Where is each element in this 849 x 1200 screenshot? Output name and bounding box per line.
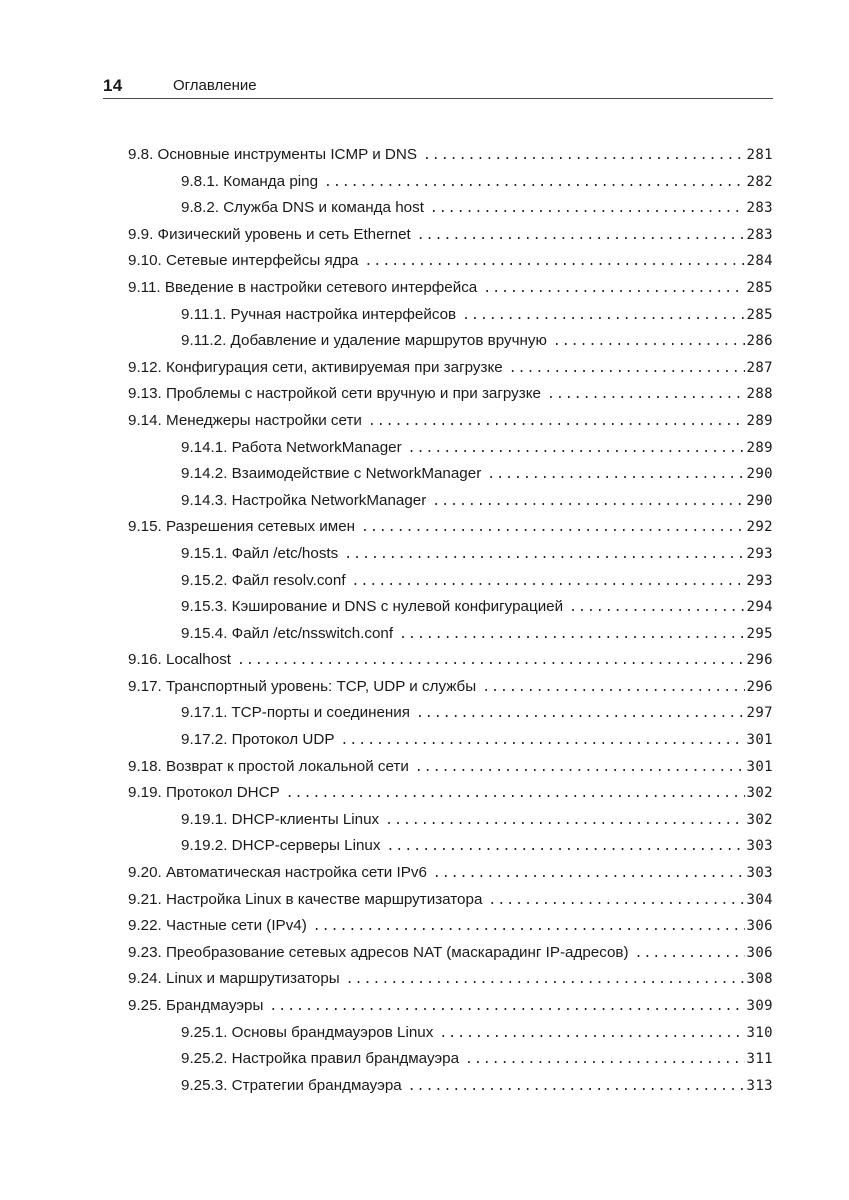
toc-entry-page: 294 xyxy=(746,599,773,616)
toc-entry xyxy=(128,940,773,967)
toc-entry xyxy=(128,514,773,541)
toc-dot-leader xyxy=(477,276,744,302)
toc-entry-title: 9.17.1. TCP-порты и соединения xyxy=(181,704,410,722)
toc-dot-leader xyxy=(334,728,744,754)
toc-entry-page: 297 xyxy=(746,705,773,722)
toc-entry-page: 303 xyxy=(746,865,773,882)
toc-dot-leader xyxy=(503,356,745,382)
toc-entry xyxy=(128,195,773,222)
table-of-contents xyxy=(128,142,773,1099)
toc-entry xyxy=(128,461,773,488)
toc-entry-page: 287 xyxy=(746,359,773,376)
toc-entry-page: 284 xyxy=(746,253,773,270)
toc-entry-title: 9.15.4. Файл /etc/nsswitch.conf xyxy=(181,624,394,642)
toc-entry-title: 9.8.1. Команда ping xyxy=(181,172,319,190)
toc-entry xyxy=(128,275,773,302)
toc-dot-leader xyxy=(263,994,744,1020)
page-number: 14 xyxy=(103,76,123,95)
toc-entry-page: 296 xyxy=(746,652,773,669)
toc-dot-leader xyxy=(433,1021,744,1047)
running-title: Оглавление xyxy=(173,77,257,94)
toc-entry-title: 9.15.3. Кэширование и DNS с нулевой конфигурацией xyxy=(181,598,564,616)
toc-entry xyxy=(128,621,773,648)
toc-entry xyxy=(128,594,773,621)
toc-entry-title: 9.14. Менеджеры настройки сети xyxy=(128,411,362,429)
toc-entry-page: 283 xyxy=(746,200,773,217)
toc-entry-page: 309 xyxy=(746,998,773,1014)
toc-entry xyxy=(128,248,773,275)
toc-dot-leader xyxy=(476,675,744,701)
toc-entry-title: 9.19. Протокол DHCP xyxy=(128,784,280,802)
toc-entry xyxy=(128,780,773,807)
toc-entry-title: 9.25.2. Настройка правил брандмауэра xyxy=(181,1050,460,1068)
toc-entry-page: 283 xyxy=(746,226,773,243)
toc-entry-title: 9.25. Брандмауэры xyxy=(128,997,264,1014)
toc-entry-title: 9.24. Linux и маршрутизаторы xyxy=(128,970,340,988)
toc-entry-title: 9.14.1. Работа NetworkManager xyxy=(181,438,402,456)
toc-entry-title: 9.11.1. Ручная настройка интерфейсов xyxy=(181,305,457,323)
toc-entry-page: 301 xyxy=(746,732,773,749)
toc-entry-title: 9.8. Основные инструменты ICMP и DNS xyxy=(128,146,417,163)
toc-entry-page: 303 xyxy=(746,838,773,855)
toc-entry-page: 282 xyxy=(746,173,773,190)
toc-entry-page: 293 xyxy=(746,572,773,589)
toc-entry-title: 9.23. Преобразование сетевых адресов NAT (маскарадинг IP-адресов) xyxy=(128,943,629,961)
toc-entry xyxy=(128,993,773,1020)
toc-entry xyxy=(128,222,773,249)
toc-entry-title: 9.19.1. DHCP-клиенты Linux xyxy=(181,810,380,828)
toc-dot-leader xyxy=(231,648,744,674)
toc-entry-page: 293 xyxy=(746,545,773,562)
toc-dot-leader xyxy=(424,196,745,222)
toc-dot-leader xyxy=(346,569,745,595)
toc-entry-title: 9.8.2. Служба DNS и команда host xyxy=(181,199,424,217)
toc-entry-page: 285 xyxy=(746,279,773,296)
toc-dot-leader xyxy=(426,489,744,515)
toc-dot-leader xyxy=(411,223,745,249)
toc-entry xyxy=(128,807,773,834)
toc-entry xyxy=(128,860,773,887)
toc-entry-page: 290 xyxy=(746,466,773,483)
toc-entry xyxy=(128,754,773,781)
toc-entry xyxy=(128,568,773,595)
toc-entry-title: 9.18. Возврат к простой локальной сети xyxy=(128,757,409,775)
toc-entry xyxy=(128,966,773,993)
toc-entry xyxy=(128,355,773,382)
toc-entry-page: 295 xyxy=(746,625,773,642)
toc-entry-title: 9.17.2. Протокол UDP xyxy=(181,731,335,749)
toc-entry-title: 9.11.2. Добавление и удаление маршрутов вручную xyxy=(181,332,547,350)
toc-dot-leader xyxy=(547,329,745,355)
toc-entry-page: 289 xyxy=(746,412,773,429)
toc-dot-leader xyxy=(409,755,745,781)
toc-entry xyxy=(128,408,773,435)
toc-entry-title: 9.15.2. Файл resolv.conf xyxy=(181,571,346,589)
toc-entry-page: 292 xyxy=(746,519,773,536)
toc-dot-leader xyxy=(358,249,744,275)
toc-dot-leader xyxy=(402,436,745,462)
toc-dot-leader xyxy=(563,595,744,621)
toc-entry xyxy=(128,381,773,408)
toc-entry-page: 288 xyxy=(746,386,773,403)
toc-entry-title: 9.9. Физический уровень и сеть Ethernet xyxy=(128,225,411,243)
toc-dot-leader xyxy=(393,622,744,648)
toc-dot-leader xyxy=(456,303,744,329)
toc-dot-leader xyxy=(417,143,745,169)
toc-dot-leader xyxy=(307,914,745,940)
toc-entry xyxy=(128,887,773,914)
toc-dot-leader xyxy=(459,1047,744,1073)
toc-entry-page: 285 xyxy=(746,306,773,323)
toc-entry-page: 302 xyxy=(746,785,773,802)
toc-entry-page: 289 xyxy=(746,439,773,456)
toc-entry-title: 9.25.3. Стратегии брандмауэра xyxy=(181,1076,402,1094)
toc-entry-title: 9.25.1. Основы брандмауэров Linux xyxy=(181,1023,434,1041)
toc-entry-page: 306 xyxy=(746,944,773,961)
toc-dot-leader xyxy=(402,1074,745,1100)
toc-entry xyxy=(128,674,773,701)
toc-entry xyxy=(128,435,773,462)
page-header xyxy=(103,72,773,99)
toc-entry-page: 311 xyxy=(746,1051,773,1068)
toc-dot-leader xyxy=(379,808,744,834)
toc-entry-page: 308 xyxy=(746,971,773,988)
toc-entry xyxy=(128,328,773,355)
toc-entry-title: 9.21. Настройка Linux в качестве маршрутизатора xyxy=(128,890,483,908)
toc-entry-page: 296 xyxy=(746,678,773,695)
toc-dot-leader xyxy=(410,701,745,727)
toc-entry-title: 9.14.2. Взаимодействие с NetworkManager xyxy=(181,465,482,483)
toc-entry xyxy=(128,169,773,196)
toc-entry-title: 9.12. Конфигурация сети, активируемая при загрузке xyxy=(128,358,503,376)
toc-entry-page: 301 xyxy=(746,758,773,775)
toc-entry-title: 9.13. Проблемы с настройкой сети вручную и при загрузке xyxy=(128,385,542,403)
toc-entry-page: 302 xyxy=(746,811,773,828)
toc-entry xyxy=(128,647,773,674)
toc-entry xyxy=(128,1020,773,1047)
toc-entry-page: 304 xyxy=(746,891,773,908)
toc-dot-leader xyxy=(355,515,744,541)
toc-entry xyxy=(128,833,773,860)
toc-entry xyxy=(128,302,773,329)
toc-entry-title: 9.19.2. DHCP-серверы Linux xyxy=(181,837,381,855)
toc-dot-leader xyxy=(340,967,745,993)
toc-entry-page: 286 xyxy=(746,333,773,350)
toc-dot-leader xyxy=(380,834,744,860)
toc-dot-leader xyxy=(318,170,744,196)
toc-entry xyxy=(128,913,773,940)
toc-entry xyxy=(128,488,773,515)
toc-dot-leader xyxy=(280,781,745,807)
toc-dot-leader xyxy=(427,861,745,887)
toc-entry-page: 313 xyxy=(746,1077,773,1094)
toc-dot-leader xyxy=(541,382,744,408)
toc-entry-title: 9.16. Localhost xyxy=(128,651,232,669)
toc-dot-leader xyxy=(482,888,744,914)
toc-entry-title: 9.14.3. Настройка NetworkManager xyxy=(181,491,427,509)
toc-entry-title: 9.22. Частные сети (IPv4) xyxy=(128,917,307,935)
toc-entry xyxy=(128,142,773,169)
toc-entry-title: 9.15. Разрешения сетевых имен xyxy=(128,518,356,536)
toc-entry xyxy=(128,1046,773,1073)
toc-dot-leader xyxy=(338,542,744,568)
toc-entry-page: 310 xyxy=(746,1024,773,1041)
toc-entry-title: 9.20. Автоматическая настройка сети IPv6 xyxy=(128,864,427,882)
toc-entry-title: 9.10. Сетевые интерфейсы ядра xyxy=(128,252,359,270)
toc-entry-title: 9.15.1. Файл /etc/hosts xyxy=(181,544,339,562)
toc-entry xyxy=(128,700,773,727)
toc-entry-page: 306 xyxy=(746,918,773,935)
toc-entry xyxy=(128,1073,773,1100)
toc-entry-title: 9.17. Транспортный уровень: TCP, UDP и службы xyxy=(128,677,477,695)
toc-entry-page: 290 xyxy=(746,492,773,509)
toc-entry xyxy=(128,727,773,754)
toc-dot-leader xyxy=(362,409,745,435)
toc-dot-leader xyxy=(481,462,744,488)
toc-entry-page: 281 xyxy=(746,147,773,163)
toc-entry xyxy=(128,541,773,568)
toc-entry-title: 9.11. Введение в настройки сетевого интерфейса xyxy=(128,278,478,296)
toc-dot-leader xyxy=(629,941,745,967)
